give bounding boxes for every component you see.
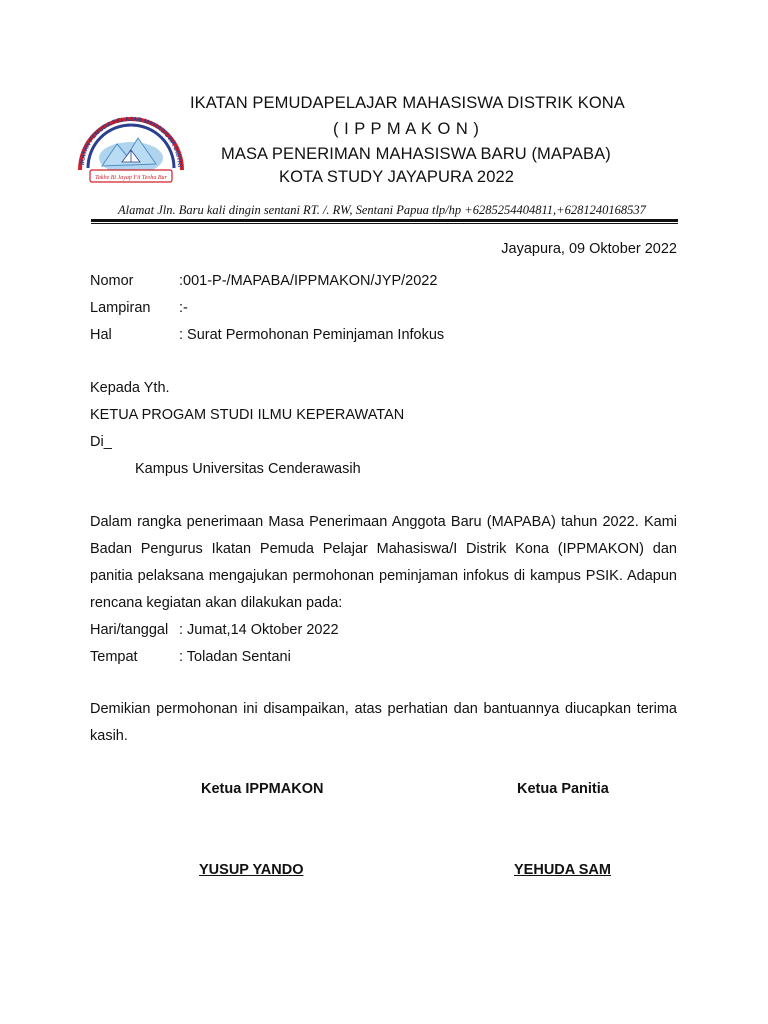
greeting: Kepada Yth.	[90, 380, 170, 396]
signature-name-right: YEHUDA SAM	[514, 862, 611, 878]
header-divider-thick	[91, 219, 678, 222]
schedule-label-date: Hari/tanggal	[90, 622, 169, 638]
signature-role-left: Ketua IPPMAKON	[201, 781, 324, 797]
schedule-value-date: : Jumat,14 Oktober 2022	[179, 622, 339, 638]
address-line: Alamat Jln. Baru kali dingin sentani RT. /. RW, Sentani Papua tlp/hp +6285254404811,+6281240168537	[118, 203, 646, 217]
meta-label-nomor: Nomor	[90, 273, 134, 289]
signature-name-left: YUSUP YANDO	[199, 862, 304, 878]
organization-logo	[72, 96, 190, 196]
meta-value-lampiran: :-	[179, 300, 188, 316]
logo-banner-text: Takhe Bi Jayap Fit Teoha Bur	[95, 175, 167, 181]
meta-value-hal: : Surat Permohonan Peminjaman Infokus	[179, 327, 445, 343]
event-title: MASA PENERIMAN MAHASISWA BARU (MAPABA)	[221, 145, 611, 163]
org-name: IKATAN PEMUDAPELAJAR MAHASISWA DISTRIK KONA	[190, 94, 625, 112]
closing-paragraph: Demikian permohonan ini disampaikan, atas perhatian dan bantuannya diucapkan terima kasih.	[90, 701, 677, 744]
meta-label-lampiran: Lampiran	[90, 300, 151, 316]
body-paragraph: Dalam rangka penerimaan Masa Penerimaan Anggota Baru (MAPABA) tahun 2022. Kami Badan Pengurus Ikatan Pemuda Pelajar Mahasiswa/I Distrik Kona (IPPMAKON) dan panitia pelaksana mengajukan permohonan peminjaman infokus di kampus PSIK. Adapun rencana kegiatan akan dilakukan pada:	[90, 514, 677, 611]
schedule-value-place: : Toladan Sentani	[179, 649, 291, 665]
org-abbreviation: ( I P P M A K O N )	[333, 120, 480, 138]
meta-value-nomor: :001-P-/MAPABA/IPPMAKON/JYP/2022	[179, 273, 438, 289]
meta-label-hal: Hal	[90, 327, 112, 343]
logo-arc-text: IKATAN PEMUDA PELAJAR MAHASISWA DISTRI	[79, 115, 183, 168]
letter-date: Jayapura, 09 Oktober 2022	[501, 241, 677, 257]
city-year: KOTA STUDY JAYAPURA 2022	[279, 168, 515, 186]
di-line: Di_	[90, 434, 112, 450]
recipient-place: Kampus Universitas Cenderawasih	[135, 461, 361, 477]
header-divider-thin	[91, 223, 678, 224]
signature-role-right: Ketua Panitia	[517, 781, 609, 797]
recipient: KETUA PROGAM STUDI ILMU KEPERAWATAN	[90, 407, 405, 423]
schedule-label-place: Tempat	[90, 649, 138, 665]
